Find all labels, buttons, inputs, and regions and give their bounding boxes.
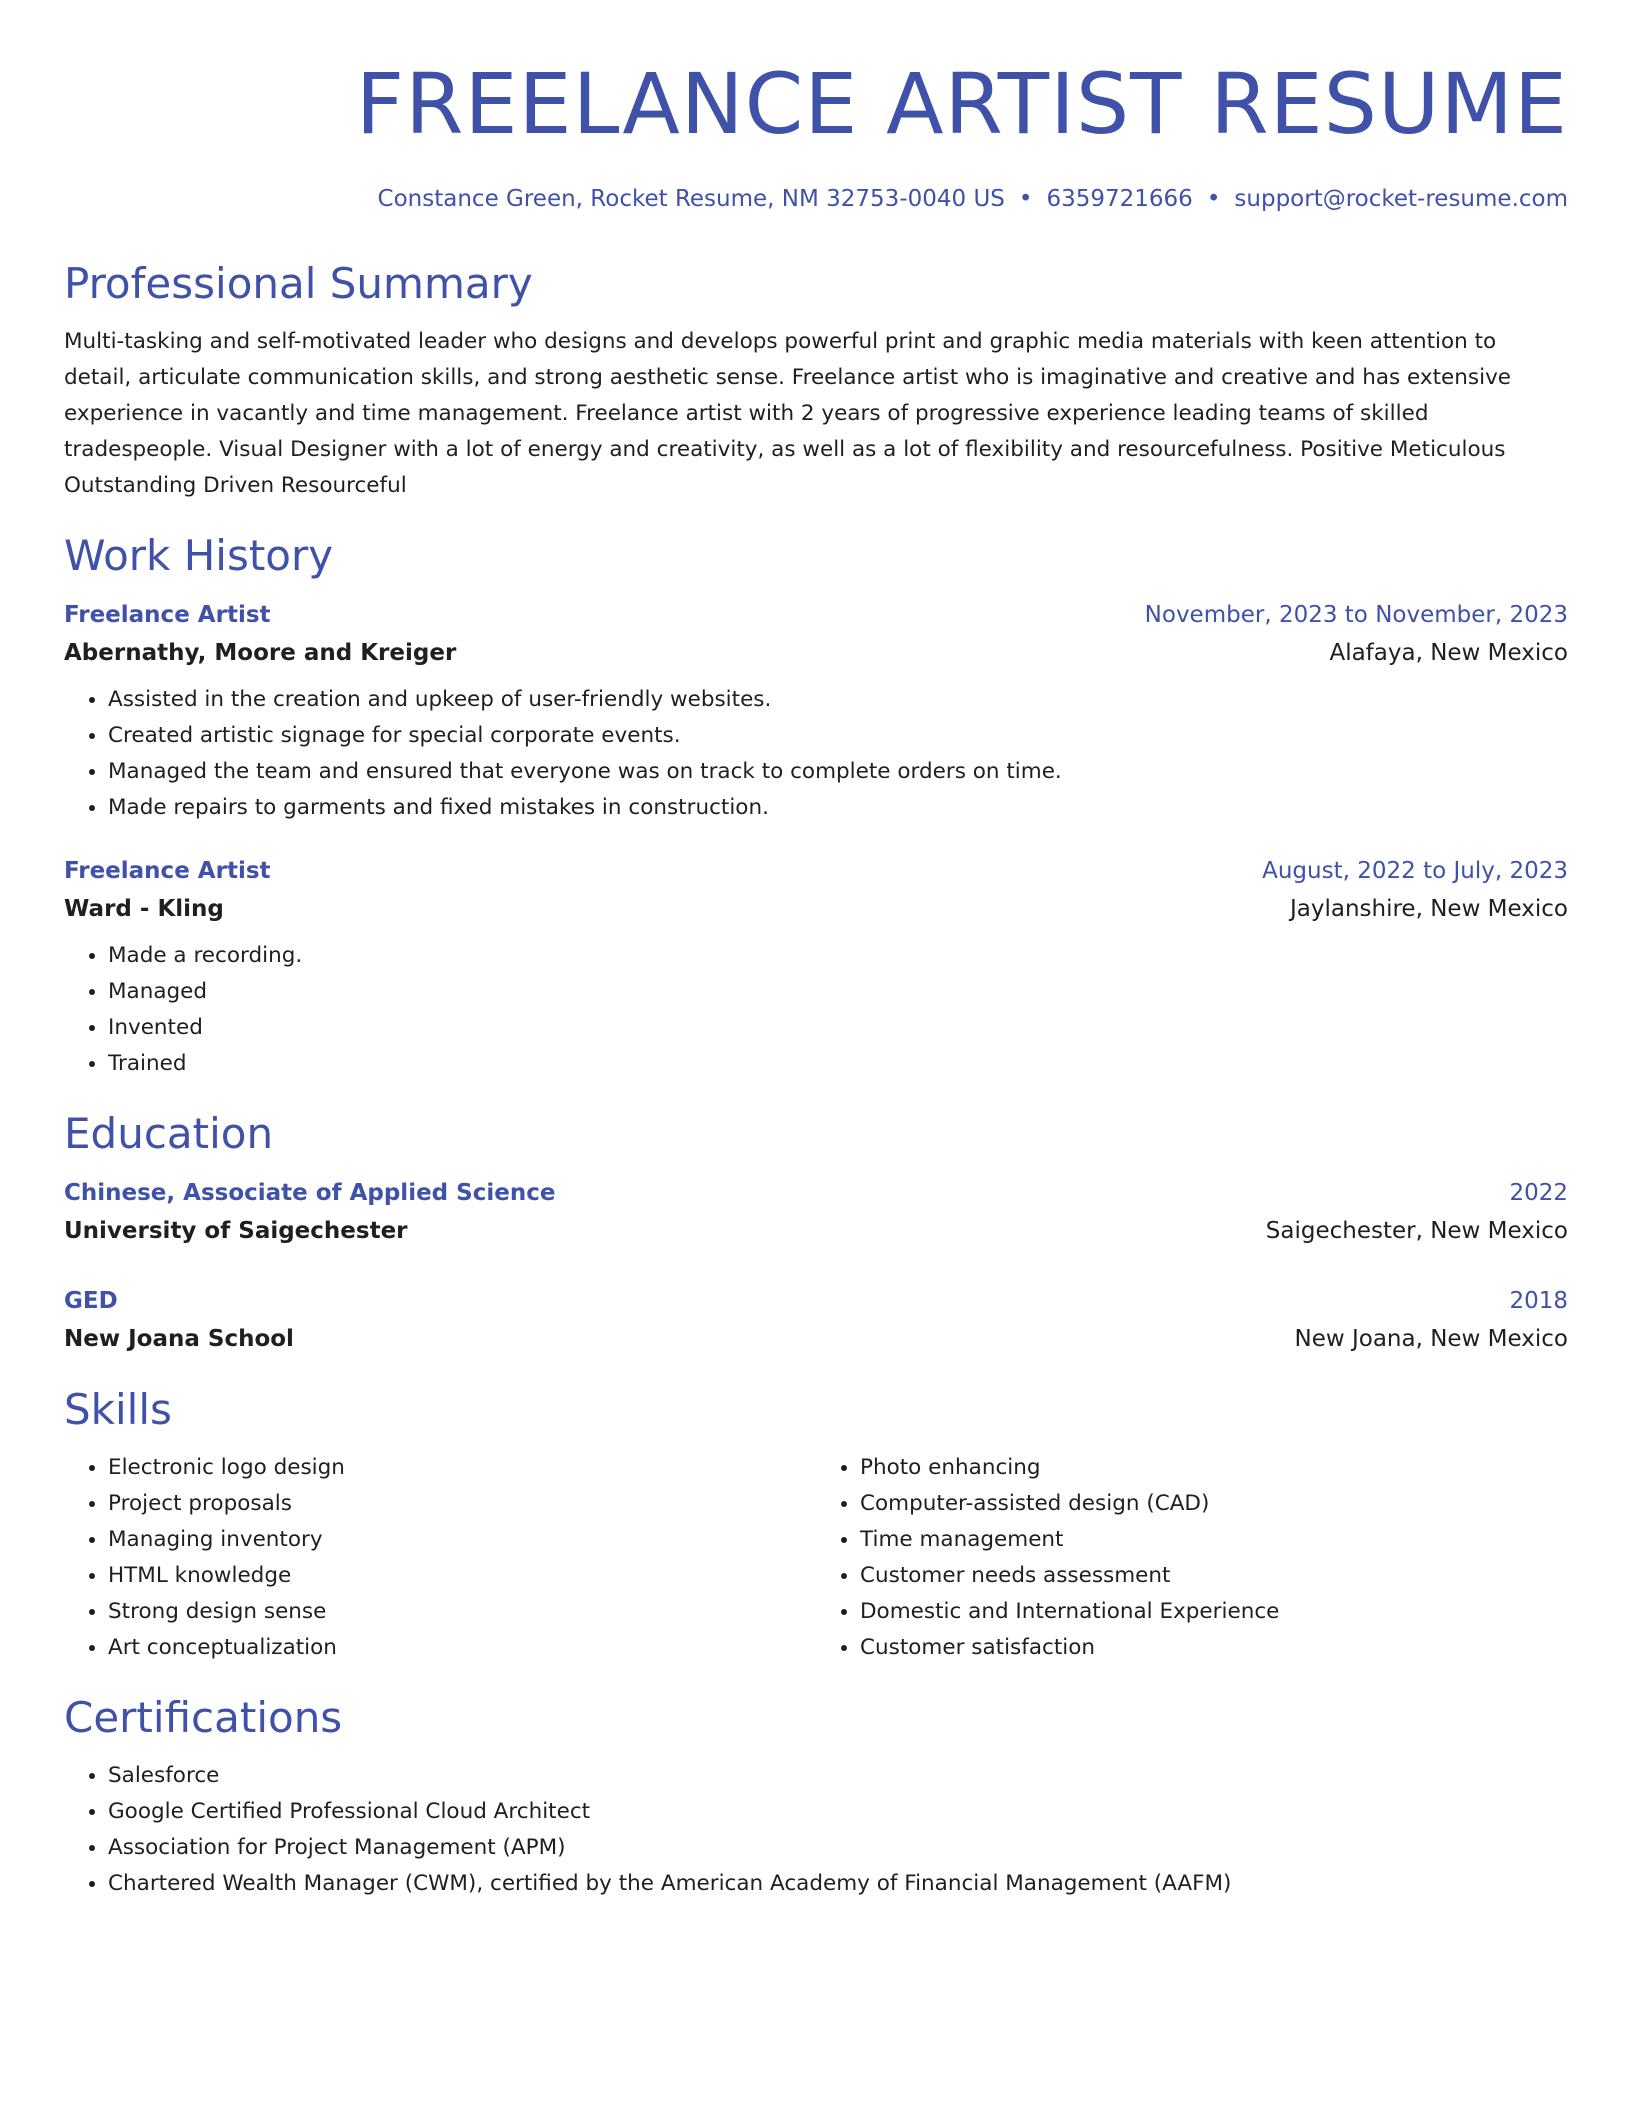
education-degree-row <box>64 1282 1568 1320</box>
work-history-heading: Work History <box>64 531 334 580</box>
education-entry <box>64 1174 1568 1250</box>
certifications-list <box>64 1758 1568 1902</box>
list-item: • Domestic and International Experience <box>860 1594 1568 1630</box>
contact-line <box>64 184 1568 214</box>
contact-address: Constance Green, Rocket Resume, NM 32753-0040 US <box>377 186 1005 212</box>
list-item: • Invented <box>108 1010 1568 1046</box>
list-item: • Google Certified Professional Cloud Architect <box>108 1794 1568 1830</box>
list-item: • Salesforce <box>108 1758 1568 1794</box>
education-school: New Joana School <box>64 1326 294 1352</box>
list-item: • Electronic logo design <box>108 1450 816 1486</box>
list-item: • Made a recording. <box>108 938 1568 974</box>
contact-email[interactable]: support@rocket-resume.com <box>1234 186 1568 212</box>
education-school-row <box>64 1212 1568 1250</box>
certifications-heading: Certifications <box>64 1693 343 1742</box>
education-degree: GED <box>64 1288 118 1314</box>
job-title-row <box>64 852 1568 890</box>
summary-section <box>64 258 1568 504</box>
job-role: Freelance Artist <box>64 602 271 628</box>
list-item: • Customer needs assessment <box>860 1558 1568 1594</box>
skills-list-left <box>64 1450 816 1666</box>
list-item: • Strong design sense <box>108 1594 816 1630</box>
list-item: • Photo enhancing <box>860 1450 1568 1486</box>
job-entry <box>64 596 1568 826</box>
job-title-row <box>64 596 1568 634</box>
education-section <box>64 1108 1568 1358</box>
education-year: 2018 <box>1509 1288 1568 1314</box>
job-dates: November, 2023 to November, 2023 <box>1144 602 1568 628</box>
job-entry <box>64 852 1568 1082</box>
list-item: • Made repairs to garments and fixed mistakes in construction. <box>108 790 1568 826</box>
job-company-row <box>64 890 1568 928</box>
list-item: • Association for Project Management (APM) <box>108 1830 1568 1866</box>
list-item: • Created artistic signage for special corporate events. <box>108 718 1568 754</box>
summary-heading: Professional Summary <box>64 259 533 308</box>
resume-title: FREELANCE ARTIST RESUME <box>355 55 1568 153</box>
contact-phone[interactable]: 6359721666 <box>1046 186 1193 212</box>
education-school: University of Saigechester <box>64 1218 408 1244</box>
education-location: Saigechester, New Mexico <box>1265 1218 1568 1244</box>
job-company: Abernathy, Moore and Kreiger <box>64 640 457 666</box>
education-year: 2022 <box>1509 1180 1568 1206</box>
job-location: Alafaya, New Mexico <box>1329 640 1568 666</box>
job-bullets <box>64 682 1568 826</box>
list-item: • Trained <box>108 1046 1568 1082</box>
education-location: New Joana, New Mexico <box>1294 1326 1568 1352</box>
job-dates: August, 2022 to July, 2023 <box>1262 858 1568 884</box>
education-degree-row <box>64 1174 1568 1212</box>
list-item: • Time management <box>860 1522 1568 1558</box>
list-item: • Managed <box>108 974 1568 1010</box>
list-item: • Art conceptualization <box>108 1630 816 1666</box>
job-bullets <box>64 938 1568 1082</box>
list-item: • Chartered Wealth Manager (CWM), certified by the American Academy of Financial Management (AAFM) <box>108 1866 1568 1902</box>
list-item: • HTML knowledge <box>108 1558 816 1594</box>
job-company-row <box>64 634 1568 672</box>
work-history-section <box>64 530 1568 1082</box>
job-location: Jaylanshire, New Mexico <box>1289 896 1568 922</box>
list-item: • Computer-assisted design (CAD) <box>860 1486 1568 1522</box>
education-degree: Chinese, Associate of Applied Science <box>64 1180 556 1206</box>
contact-separator: • <box>1206 186 1221 212</box>
job-company: Ward - Kling <box>64 896 224 922</box>
list-item: • Managing inventory <box>108 1522 816 1558</box>
education-school-row <box>64 1320 1568 1358</box>
skills-heading: Skills <box>64 1385 172 1434</box>
list-item: • Managed the team and ensured that everyone was on track to complete orders on time. <box>108 754 1568 790</box>
skills-list-right <box>816 1450 1568 1666</box>
certifications-section <box>64 1692 1568 1902</box>
summary-text: Multi-tasking and self-motivated leader who designs and develops powerful print and graphic media materials with keen attention to detail, articulate communication skills, and strong aesthetic sense. Freelance artist who is imaginative and creative and has extensive experience in vacantly and time management. Freelance artist with 2 years of progressive experience leading teams of skilled tradespeople. Visual Designer with a lot of energy and creativity, as well as a lot of flexibility and resourcefulness. Positive Meticulous Outstanding Driven Resourceful <box>64 329 1512 498</box>
skills-section <box>64 1384 1568 1666</box>
list-item: • Assisted in the creation and upkeep of user-friendly websites. <box>108 682 1568 718</box>
list-item: • Customer satisfaction <box>860 1630 1568 1666</box>
contact-separator: • <box>1018 186 1033 212</box>
education-entry <box>64 1282 1568 1358</box>
list-item: • Project proposals <box>108 1486 816 1522</box>
education-heading: Education <box>64 1109 274 1158</box>
job-role: Freelance Artist <box>64 858 271 884</box>
skills-grid <box>64 1436 1568 1666</box>
